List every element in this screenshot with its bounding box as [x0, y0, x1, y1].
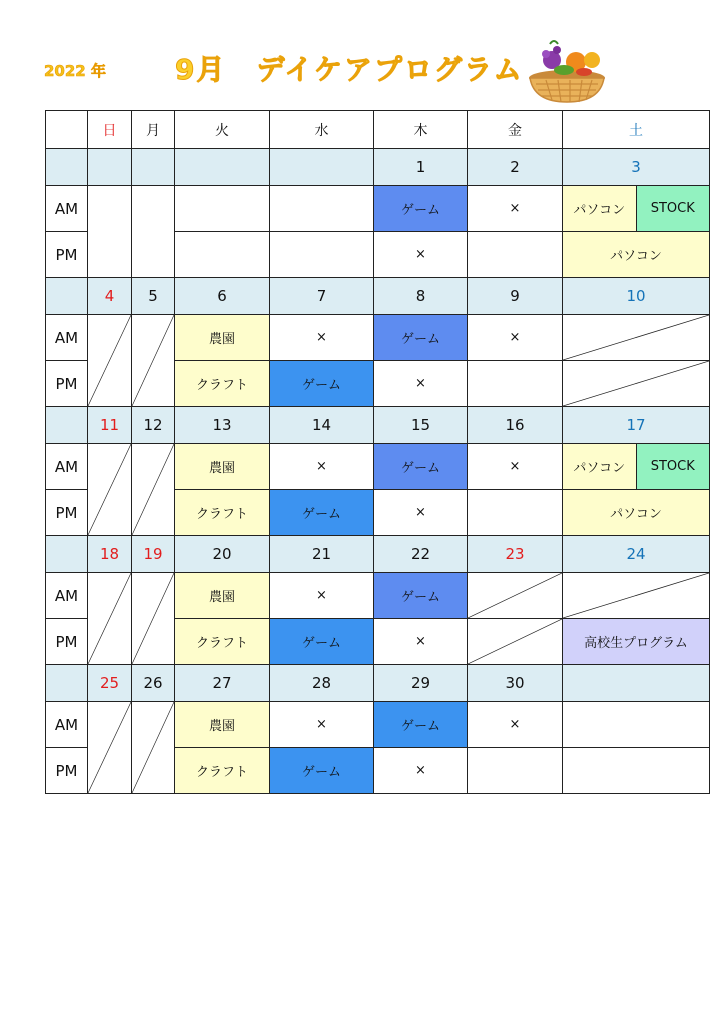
program-cell: ×	[468, 444, 563, 490]
program-cell: ×	[374, 232, 468, 278]
program-cell	[270, 232, 374, 278]
program-cell: ×	[374, 361, 468, 407]
date-cell: 29	[374, 665, 468, 702]
pm-label: PM	[46, 490, 88, 536]
pm-label: PM	[46, 232, 88, 278]
am-label: AM	[46, 702, 88, 748]
program-cell: クラフト	[175, 619, 270, 665]
program-cell: ゲーム	[374, 573, 468, 619]
date-cell: 18	[88, 536, 132, 573]
fruit-basket-illustration	[524, 36, 610, 104]
date-cell: 27	[175, 665, 270, 702]
date-cell: 12	[132, 407, 175, 444]
am-row	[46, 315, 710, 361]
date-cell: 7	[270, 278, 374, 315]
am-row	[46, 573, 710, 619]
date-row	[46, 149, 710, 186]
program-cell: ×	[468, 186, 563, 232]
date-cell: 10	[563, 278, 710, 315]
weekday-wed: 水	[270, 111, 374, 149]
pm-label: PM	[46, 748, 88, 794]
program-cell: 農園	[175, 444, 270, 490]
date-cell: 23	[468, 536, 563, 573]
date-cell: 20	[175, 536, 270, 573]
program-cell: パソコン	[563, 232, 710, 278]
date-cell: 22	[374, 536, 468, 573]
date-cell: 2	[468, 149, 563, 186]
date-cell: 13	[175, 407, 270, 444]
program-cell: ゲーム	[270, 490, 374, 536]
closed-cell	[88, 573, 132, 665]
program-cell: 高校生プログラム	[563, 619, 710, 665]
pm-label: PM	[46, 619, 88, 665]
closed-cell	[88, 444, 132, 536]
program-cell: STOCK	[636, 444, 710, 489]
program-cell: ゲーム	[374, 702, 468, 748]
program-cell: クラフト	[175, 748, 270, 794]
date-row	[46, 665, 710, 702]
date-cell: 16	[468, 407, 563, 444]
year-label: 2022 年	[44, 62, 106, 80]
program-cell: ゲーム	[270, 748, 374, 794]
program-cell: ×	[374, 619, 468, 665]
date-cell: 11	[88, 407, 132, 444]
date-cell: 9	[468, 278, 563, 315]
date-cell: 24	[563, 536, 710, 573]
date-cell: 30	[468, 665, 563, 702]
am-label: AM	[46, 444, 88, 490]
program-cell	[132, 186, 175, 278]
date-cell: 15	[374, 407, 468, 444]
closed-cell	[132, 315, 175, 407]
program-cell: 農園	[175, 702, 270, 748]
closed-cell	[132, 702, 175, 794]
corner-cell	[46, 111, 88, 149]
program-cell: ×	[374, 748, 468, 794]
program-cell: パソコン	[563, 490, 710, 536]
date-cell: 17	[563, 407, 710, 444]
program-cell: ×	[270, 573, 374, 619]
program-cell: STOCK	[636, 186, 710, 231]
program-cell: ゲーム	[374, 315, 468, 361]
program-cell: ×	[468, 702, 563, 748]
date-cell	[132, 149, 175, 186]
program-cell: ×	[468, 315, 563, 361]
weekday-mon: 月	[132, 111, 175, 149]
pm-label: PM	[46, 361, 88, 407]
date-row	[46, 278, 710, 315]
weekday-header-row	[46, 111, 710, 149]
date-cell: 14	[270, 407, 374, 444]
date-cell: 3	[563, 149, 710, 186]
am-label: AM	[46, 315, 88, 361]
closed-cell	[563, 361, 710, 407]
closed-cell	[88, 315, 132, 407]
closed-cell	[468, 619, 563, 665]
page-title: 9月 デイケアプログラム	[175, 53, 524, 86]
date-row	[46, 407, 710, 444]
program-cell: ×	[374, 490, 468, 536]
program-cell: 農園	[175, 573, 270, 619]
program-cell: ゲーム	[374, 444, 468, 490]
date-cell	[270, 149, 374, 186]
am-label: AM	[46, 186, 88, 232]
date-cell: 21	[270, 536, 374, 573]
closed-cell	[468, 573, 563, 619]
program-cell	[468, 748, 563, 794]
program-cell: ×	[270, 702, 374, 748]
program-cell: ゲーム	[270, 361, 374, 407]
date-cell: 4	[88, 278, 132, 315]
program-cell: ゲーム	[270, 619, 374, 665]
program-cell	[175, 232, 270, 278]
weekday-sat: 土	[563, 111, 710, 149]
date-cell: 8	[374, 278, 468, 315]
closed-cell	[132, 573, 175, 665]
program-cell	[468, 361, 563, 407]
closed-cell	[88, 702, 132, 794]
closed-cell	[563, 573, 710, 619]
weekday-sun: 日	[88, 111, 132, 149]
program-cell	[270, 186, 374, 232]
date-cell	[563, 665, 710, 702]
program-cell-split	[563, 444, 710, 490]
date-cell: 28	[270, 665, 374, 702]
date-cell: 1	[374, 149, 468, 186]
am-row	[46, 186, 710, 232]
program-cell	[563, 748, 710, 794]
program-calendar	[45, 110, 710, 794]
program-cell-split	[563, 186, 710, 232]
closed-cell	[563, 315, 710, 361]
date-cell: 25	[88, 665, 132, 702]
weekday-fri: 金	[468, 111, 563, 149]
program-cell: ×	[270, 444, 374, 490]
am-row	[46, 702, 710, 748]
program-cell: ゲーム	[374, 186, 468, 232]
date-cell: 26	[132, 665, 175, 702]
closed-cell	[132, 444, 175, 536]
program-cell: クラフト	[175, 490, 270, 536]
program-cell	[468, 232, 563, 278]
date-cell	[88, 149, 132, 186]
program-cell: クラフト	[175, 361, 270, 407]
program-cell: パソコン	[563, 186, 636, 231]
weekday-thu: 木	[374, 111, 468, 149]
date-cell	[175, 149, 270, 186]
date-cell: 5	[132, 278, 175, 315]
program-cell	[88, 186, 132, 278]
program-cell: ×	[270, 315, 374, 361]
date-cell: 19	[132, 536, 175, 573]
program-cell: 農園	[175, 315, 270, 361]
program-cell: パソコン	[563, 444, 636, 489]
am-label: AM	[46, 573, 88, 619]
program-cell	[468, 490, 563, 536]
date-row	[46, 536, 710, 573]
date-cell: 6	[175, 278, 270, 315]
weekday-tue: 火	[175, 111, 270, 149]
program-cell	[563, 702, 710, 748]
am-row	[46, 444, 710, 490]
program-cell	[175, 186, 270, 232]
